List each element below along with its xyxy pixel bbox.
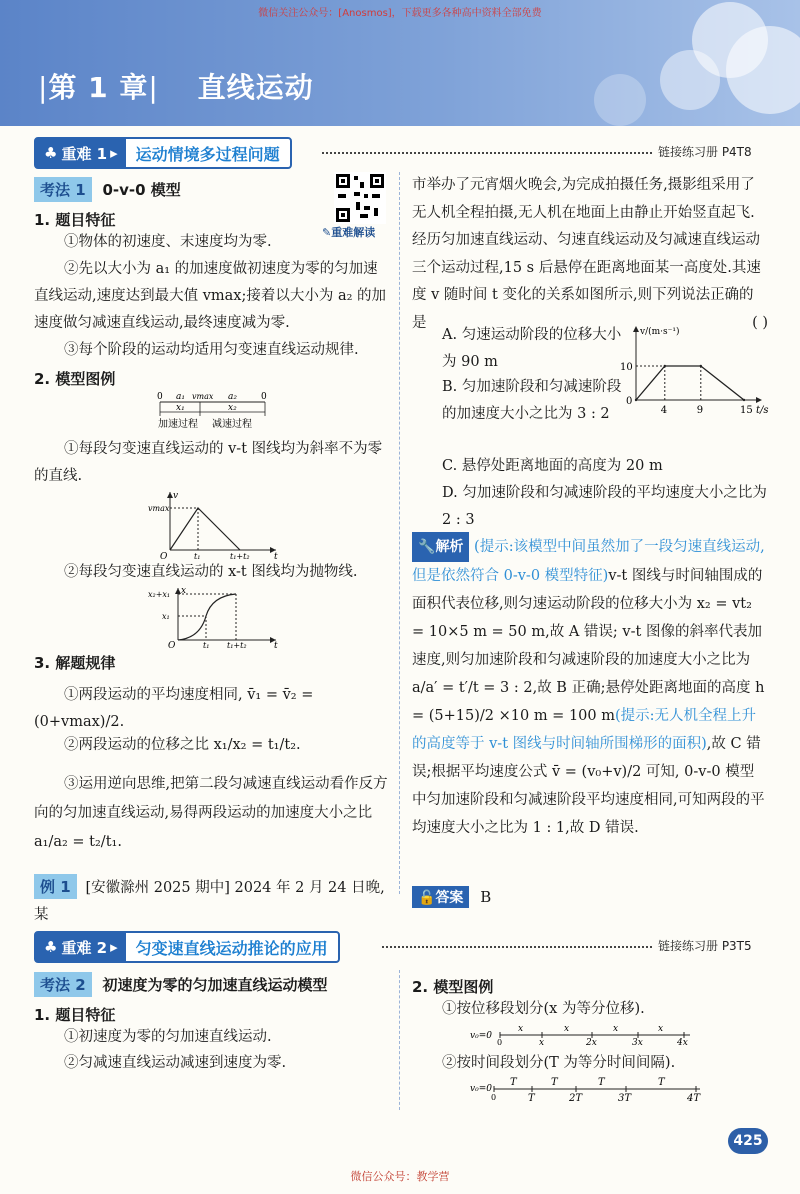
analysis-text-2: ,故 C 错误;根据平均速度公式 v̄ = (v₀+v)/2 可知, 0-v-0 模型中匀加速阶段和匀减速阶段平均速度相同,可知两段的平均速度大小之比为 1 : 1,故 D 错误. [412, 736, 765, 836]
m2-seg-4: T [658, 1077, 665, 1088]
chart-point-2 [700, 365, 702, 367]
section1-tag: ♣ 重难 1 ▸ [36, 139, 126, 167]
s1-graph-note-1: ①每段匀变速直线运动的 v-t 图线均为斜率不为零的直线. [34, 441, 383, 484]
m1-seg-3: x [613, 1024, 619, 1034]
vt-label-t: t [274, 552, 278, 560]
watermark-text: 微信关注公众号：[Anosmos]，下载更多各种高中资料全部免费 [258, 8, 542, 19]
chart-ytick-10: 10 [620, 362, 633, 373]
column-divider-2 [399, 970, 400, 1110]
vt-label-t1: t₁ [194, 552, 201, 560]
m2-tick-3t: 3T [618, 1093, 632, 1102]
chapter-title: |第 1 章| 直线运动 [38, 71, 314, 104]
s2-model-1: ①按位移段划分(x 为等分位移). [442, 1001, 645, 1017]
m2-seg-2: T [551, 1077, 558, 1088]
chart-point-0 [635, 399, 637, 401]
xt-label-t1t2: t₁+t₂ [227, 641, 247, 648]
answer-bracket: ( ) [752, 314, 768, 331]
chapter-number: 第 1 章 [48, 71, 149, 104]
m2-tick-t: T [528, 1093, 535, 1102]
displacement-diagram [470, 1022, 700, 1046]
m1-tick-2x: 2x [586, 1038, 597, 1046]
xt-label-x: x [181, 586, 187, 596]
chart-xtick-4: 4 [660, 405, 668, 416]
s2-model-2: ②按时间段划分(T 为等分时间间隔). [442, 1055, 676, 1071]
m2-v0: v₀=0 [470, 1084, 492, 1094]
m1-tick-4x: 4x [677, 1038, 688, 1046]
s2-feature-1: ①初速度为零的匀加速直线运动. [64, 1029, 272, 1045]
s1-rule-2: ②两段运动的位移之比 x₁/x₂ = t₁/t₂. [64, 737, 301, 753]
example1-start-text: [安徽滁州 2025 期中] 2024 年 2 月 24 日晚,某 [34, 880, 385, 923]
m2-zero: 0 [491, 1093, 497, 1102]
d1-label-accel: 加速过程 [158, 419, 198, 430]
section1-heading [34, 137, 292, 169]
pen-icon: ✎ [322, 226, 332, 239]
d1-label-decel: 减速过程 [212, 419, 252, 430]
m2-tick-4t: 4T [687, 1093, 701, 1102]
xt-label-x2x1: x₂+x₁ [148, 590, 171, 599]
example1-body [412, 172, 768, 337]
chart-xlabel: t/s [756, 405, 769, 416]
d1-label-0: 0 [157, 392, 163, 402]
method1-title: 0-v-0 模型 [102, 181, 181, 199]
method2-heading [34, 972, 327, 997]
xt-label-x1: x₁ [162, 612, 170, 621]
s2-heading-model: 2. 模型图例 [412, 978, 494, 996]
section2-tag-label: 重难 2 [61, 938, 108, 957]
m1-zero: 0 [497, 1038, 503, 1046]
chapter-name: 直线运动 [197, 71, 314, 104]
d1-label-vmax: vmax [192, 392, 214, 401]
option-a: A. 匀速运动阶段的位移大小为 90 m [442, 327, 622, 370]
qr-code[interactable] [334, 172, 386, 224]
s1-heading-rules: 3. 解题规律 [34, 654, 116, 672]
m2-seg-1: T [510, 1077, 517, 1088]
example1-tag: 例 1 [34, 874, 77, 899]
analysis-block [412, 532, 768, 842]
xt-label-t: t [274, 641, 278, 648]
vt-label-v: v [173, 491, 179, 501]
example-vt-chart [620, 322, 772, 418]
section1-title: 运动情境多过程问题 [135, 144, 280, 164]
chart-series-line [636, 366, 744, 400]
section1-tag-label: 重难 1 [61, 144, 108, 163]
d1-label-a1: a₁ [176, 392, 185, 402]
option-b: B. 匀加速阶段和匀减速阶段的加速度大小之比为 3 : 2 [442, 379, 622, 422]
section2-title: 匀变速直线运动推论的应用 [135, 938, 328, 958]
analysis-hint-1: (提示:该模型中间虽然加了一段匀速直线运动,但是依然符合 0-v-0 模型特征) [412, 539, 765, 584]
lock-icon: 🔓 [418, 890, 436, 906]
chart-xtick-15: 15 [740, 405, 753, 416]
m2-tick-2t: 2T [569, 1093, 583, 1102]
d1-label-a2: a₂ [228, 392, 237, 402]
example1-body-text: 市举办了元宵烟火晚会,为完成拍摄任务,摄影组采用了无人机全程拍摄,无人机在地面上由静止开始竖直起飞.经历匀加速直线运动、匀速直线运动及匀减速直线运动三个运动过程,15 s 后悬停在距离地面某一高度处.其速度 v 随时间 t 变化的关系如图所示,则下列说法正确的是 [412, 177, 761, 331]
qr-label-text: 重难解读 [331, 226, 376, 239]
m1-v0: v₀=0 [470, 1031, 492, 1041]
xt-label-t1: t₁ [203, 641, 210, 648]
s1-feature-2: ②先以大小为 a₁ 的加速度做初速度为零的匀加速直线运动,速度达到最大值 vmax;接着以大小为 a₂ 的加速度做匀减速直线运动,最终速度减为零. [34, 261, 387, 331]
s1-rule-3: ③运用逆向思维,把第二段匀减速直线运动看作反方向的匀加速直线运动,易得两段运动的加速度大小之比 a₁/a₂ = t₂/t₁. [34, 776, 388, 850]
vt-label-vmax: vmax [148, 504, 170, 513]
s2-feature-2: ②匀减速直线运动减速到速度为零. [64, 1055, 287, 1071]
section1-link[interactable]: 链接练习册 P4T8 [658, 145, 752, 159]
section2-link[interactable]: 链接练习册 P3T5 [658, 939, 752, 953]
footer-text: 微信公众号：教学营 [350, 1170, 450, 1183]
section2-tag: ♣ 重难 2 ▸ [36, 933, 126, 961]
s1-feature-3: ③每个阶段的运动均适用匀变速直线运动规律. [64, 342, 359, 358]
d1-label-end0: 0 [261, 392, 267, 402]
vt-label-o: O [160, 552, 168, 560]
answer-tag [412, 886, 469, 908]
page-number: 425 [728, 1128, 768, 1154]
vt-label-t1t2: t₁+t₂ [230, 552, 250, 560]
m1-seg-4: x [658, 1024, 664, 1034]
vt-graph [148, 488, 288, 560]
answer-value: B [480, 888, 492, 906]
s2-heading-features: 1. 题目特征 [34, 1006, 116, 1024]
m1-seg-1: x [518, 1024, 524, 1034]
time-diagram [470, 1076, 710, 1102]
chart-point-3 [743, 399, 745, 401]
chart-origin: 0 [626, 396, 633, 407]
s1-feature-1: ①物体的初速度、末速度均为零. [64, 234, 272, 250]
answer-row [412, 886, 491, 908]
method2-title: 初速度为零的匀加速直线运动模型 [102, 976, 328, 994]
column-divider [399, 172, 400, 894]
m1-tick-3x: 3x [632, 1038, 643, 1046]
section2-heading [34, 931, 340, 963]
dotted-divider [322, 152, 652, 154]
method1-tag: 考法 1 [34, 177, 92, 202]
m2-seg-3: T [598, 1077, 605, 1088]
xt-graph [148, 584, 288, 648]
dotted-divider-2 [382, 946, 652, 948]
s1-rule-1: ①两段运动的平均速度相同, v̄₁ = v̄₂ = (0+vmax)/2. [34, 687, 314, 730]
analysis-text-1: v-t 图线与时间轴围成的面积代表位移,则匀速运动阶段的位移大小为 x₂ = vt₂ = 10×5 m = 50 m,故 A 错误; v-t 图像的斜率代表加速度,则匀加速阶段和匀减速阶段的加速度大小之比为 a/a′ = t′/t = 3 : 2,故 B 正确;悬停处距离地面的高度 h = (5+15)/2 ×10 m = 100 m [412, 568, 765, 724]
process-diagram [150, 388, 280, 432]
chart-point-1 [664, 365, 666, 367]
qr-code-icon [334, 172, 386, 224]
method2-tag: 考法 2 [34, 972, 92, 997]
answer-tag-text: 答案 [435, 890, 464, 906]
option-c: C. 悬停处距离地面的高度为 20 m [442, 458, 663, 474]
s1-heading-model: 2. 模型图例 [34, 370, 116, 388]
xt-label-o: O [168, 641, 176, 648]
wrench-icon: 🔧 [418, 539, 436, 555]
analysis-tag [412, 532, 469, 562]
chart-ylabel: v/(m·s⁻¹) [640, 327, 680, 337]
s1-graph-note-2: ②每段匀变速直线运动的 x-t 图线均为抛物线. [64, 564, 358, 580]
option-d: D. 匀加速阶段和匀减速阶段的平均速度大小之比为 2 : 3 [442, 485, 767, 528]
s1-heading-features: 1. 题目特征 [34, 211, 116, 229]
m1-tick-x: x [539, 1038, 545, 1046]
d1-label-x1: x₁ [176, 403, 185, 413]
chart-xtick-9: 9 [696, 405, 704, 416]
m1-seg-2: x [564, 1024, 570, 1034]
d1-label-x2: x₂ [228, 403, 237, 413]
analysis-hint-2: (提示:无人机全程上升的高度等于 v-t 图线与时间轴所围梯形的面积) [412, 708, 757, 752]
method1-heading [34, 177, 181, 202]
book-icon: ♣ [44, 144, 58, 162]
analysis-tag-text: 解析 [435, 539, 464, 555]
book-icon-2: ♣ [44, 938, 58, 956]
example1-start [34, 874, 394, 929]
